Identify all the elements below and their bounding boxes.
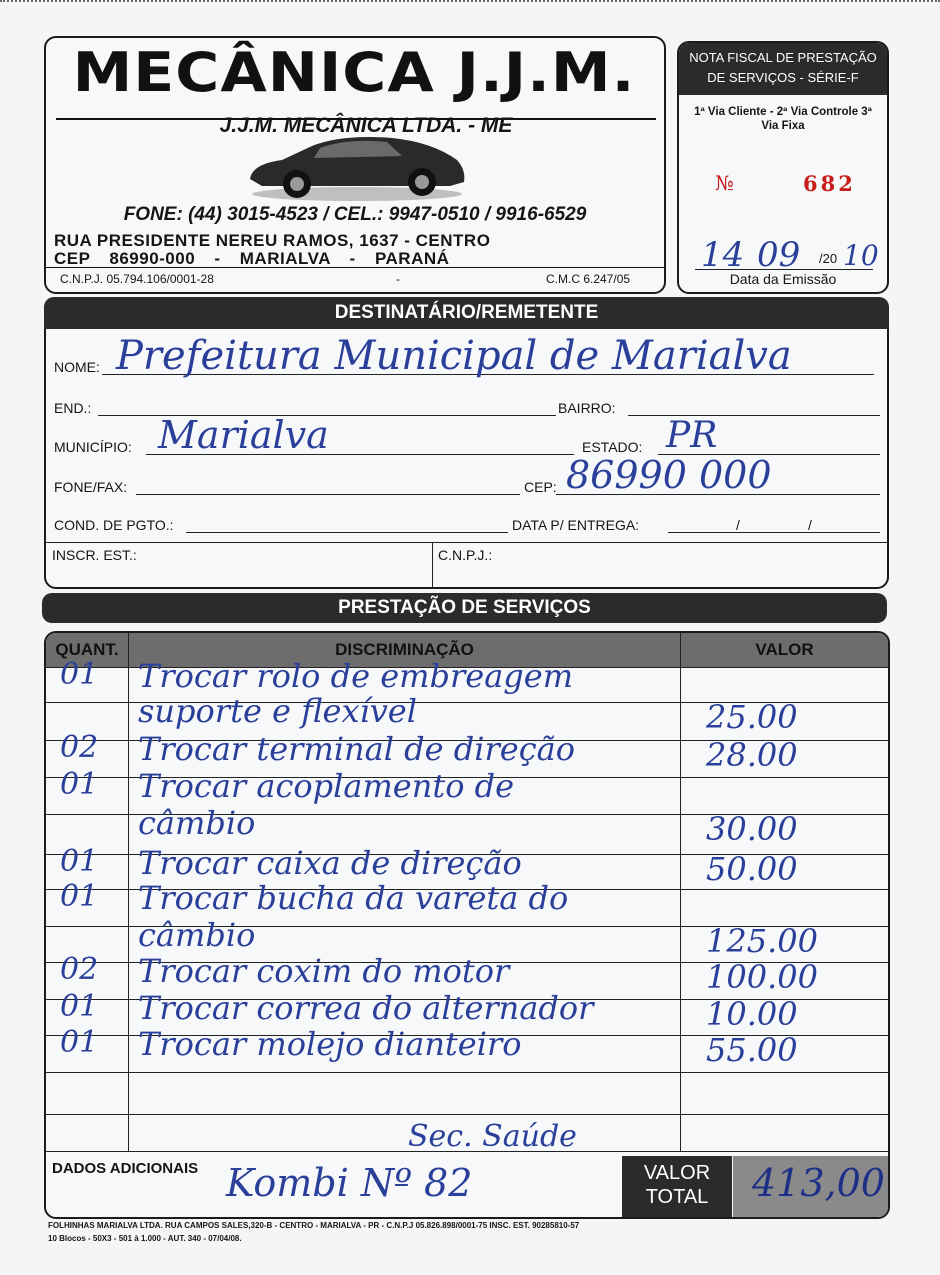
recipient-section xyxy=(44,297,889,589)
table-rule xyxy=(46,1114,888,1115)
header-divider xyxy=(46,267,664,268)
item-value: 55.00 xyxy=(706,1031,798,1069)
cmc: C.M.C 6.247/05 xyxy=(546,272,631,286)
inscr-row-divider xyxy=(46,542,887,543)
item-description: Trocar acoplamento de xyxy=(138,767,515,805)
invoice-box xyxy=(677,41,889,294)
table-rule xyxy=(46,1072,888,1073)
cond-line xyxy=(186,532,508,533)
signature: Sec. Saúde xyxy=(408,1119,577,1154)
date-month: 09 xyxy=(757,235,801,275)
entrega-line xyxy=(668,532,880,533)
phone-line: FONE: (44) 3015-4523 / CEL.: 9947-0510 / 9916-6529 xyxy=(123,204,587,225)
total-label: VALOR TOTAL xyxy=(643,1162,711,1208)
item-quant: 01 xyxy=(60,767,99,802)
dados-adicionais-label: DADOS ADICIONAIS xyxy=(52,1160,199,1177)
item-quant: 01 xyxy=(60,844,99,879)
item-description: Trocar molejo dianteiro xyxy=(138,1025,522,1063)
entrega-slash-1: / xyxy=(736,517,740,533)
cond-label: COND. DE PGTO.: xyxy=(54,517,174,533)
item-quant: 02 xyxy=(60,730,99,765)
end-label: END.: xyxy=(54,400,92,416)
cnpj-label: C.N.P.J.: xyxy=(438,547,493,563)
item-quant: 01 xyxy=(60,879,99,914)
invoice-number-symbol: № xyxy=(715,171,734,195)
estado-value: PR xyxy=(666,415,718,456)
item-description: câmbio xyxy=(138,804,256,842)
date-year-suffix: 10 xyxy=(843,239,879,272)
item-quant: 01 xyxy=(60,989,99,1024)
company-name: MECÂNICA J.J.M. xyxy=(72,41,636,105)
item-value: 25.00 xyxy=(706,698,798,736)
estado-label: ESTADO: xyxy=(582,439,643,455)
entrega-slash-2: / xyxy=(808,517,812,533)
date-year-prefix: /20 xyxy=(819,251,838,266)
bairro-label: BAIRRO: xyxy=(558,400,616,416)
printer-line-2: 10 Blocos - 50X3 - 501 à 1.000 - AUT. 340 - 07/04/08. xyxy=(48,1234,242,1243)
date-label: Data da Emissão xyxy=(729,271,837,287)
total-value: 413,00 xyxy=(752,1161,885,1205)
item-description: Trocar caixa de direção xyxy=(138,844,522,882)
col-valor-header: VALOR xyxy=(681,633,888,667)
item-quant: 02 xyxy=(60,952,99,987)
fone-line xyxy=(136,494,520,495)
services-table xyxy=(44,631,890,1219)
car-icon xyxy=(242,124,472,204)
item-description: Trocar terminal de direção xyxy=(138,730,575,768)
dados-adicionais-value: Kombi Nº 82 xyxy=(226,1161,473,1205)
address-line2: CEP 86990-000 - MARIALVA - PARANÁ xyxy=(54,249,450,268)
invoice-number: 682 xyxy=(803,171,856,196)
recipient-title: DESTINATÁRIO/REMETENTE xyxy=(44,297,889,329)
item-description: Trocar coxim do motor xyxy=(138,952,510,990)
services-title: PRESTAÇÃO DE SERVIÇOS xyxy=(42,593,887,623)
valor-col-divider xyxy=(680,633,681,1151)
municipio-label: MUNICÍPIO: xyxy=(54,439,132,455)
entrega-label: DATA P/ ENTREGA: xyxy=(512,517,640,533)
item-quant: 01 xyxy=(60,657,99,692)
invoice-copies: 1ª Via Cliente - 2ª Via Controle 3ª Via Fixa xyxy=(694,106,872,132)
cnpj-separator: - xyxy=(396,272,400,286)
fone-label: FONE/FAX: xyxy=(54,479,128,495)
invoice-title: NOTA FISCAL DE PRESTAÇÃO DE SERVIÇOS - SÉRIE-F xyxy=(689,50,877,85)
col-desc-header: DISCRIMINAÇÃO xyxy=(129,633,680,667)
item-value: 10.00 xyxy=(706,995,798,1033)
item-description: Trocar bucha da vareta do xyxy=(138,879,569,917)
quant-col-divider xyxy=(128,633,129,1151)
perforation-edge xyxy=(0,0,940,6)
item-value: 28.00 xyxy=(706,736,798,774)
item-value: 50.00 xyxy=(706,850,798,888)
item-value: 100.00 xyxy=(706,958,818,996)
company-header xyxy=(44,36,666,294)
item-description: suporte e flexível xyxy=(138,692,417,730)
item-value: 125.00 xyxy=(706,922,818,960)
municipio-value: Marialva xyxy=(158,413,329,457)
cnpj: C.N.P.J. 05.794.106/0001-28 xyxy=(60,272,214,286)
address-line1: RUA PRESIDENTE NEREU RAMOS, 1637 - CENTRO xyxy=(54,231,491,250)
cep-value: 86990 000 xyxy=(566,453,772,497)
item-description: Trocar correa do alternador xyxy=(138,989,594,1027)
item-description: Trocar rolo de embreagem xyxy=(138,657,574,695)
legal-name: J.J.M. MECÂNICA LTDA. - ME xyxy=(219,114,513,137)
nome-value: Prefeitura Municipal de Marialva xyxy=(116,333,792,379)
item-value: 30.00 xyxy=(706,810,798,848)
col-quant-header: QUANT. xyxy=(46,633,128,667)
inscr-label: INSCR. EST.: xyxy=(52,547,137,563)
inscr-col-divider xyxy=(432,542,433,587)
date-underline xyxy=(695,269,873,270)
cep-label: CEP: xyxy=(524,479,557,495)
item-description: câmbio xyxy=(138,916,256,954)
printer-line-1: FOLHINHAS MARIALVA LTDA. RUA CAMPOS SALES,320-B - CENTRO - MARIALVA - PR - C.N.P.J 05.826.898/0001-75 INSC. EST. 90285810-57 xyxy=(48,1221,580,1230)
nome-label: NOME: xyxy=(54,359,100,375)
item-quant: 01 xyxy=(60,1025,99,1060)
date-day: 14 xyxy=(701,235,745,275)
